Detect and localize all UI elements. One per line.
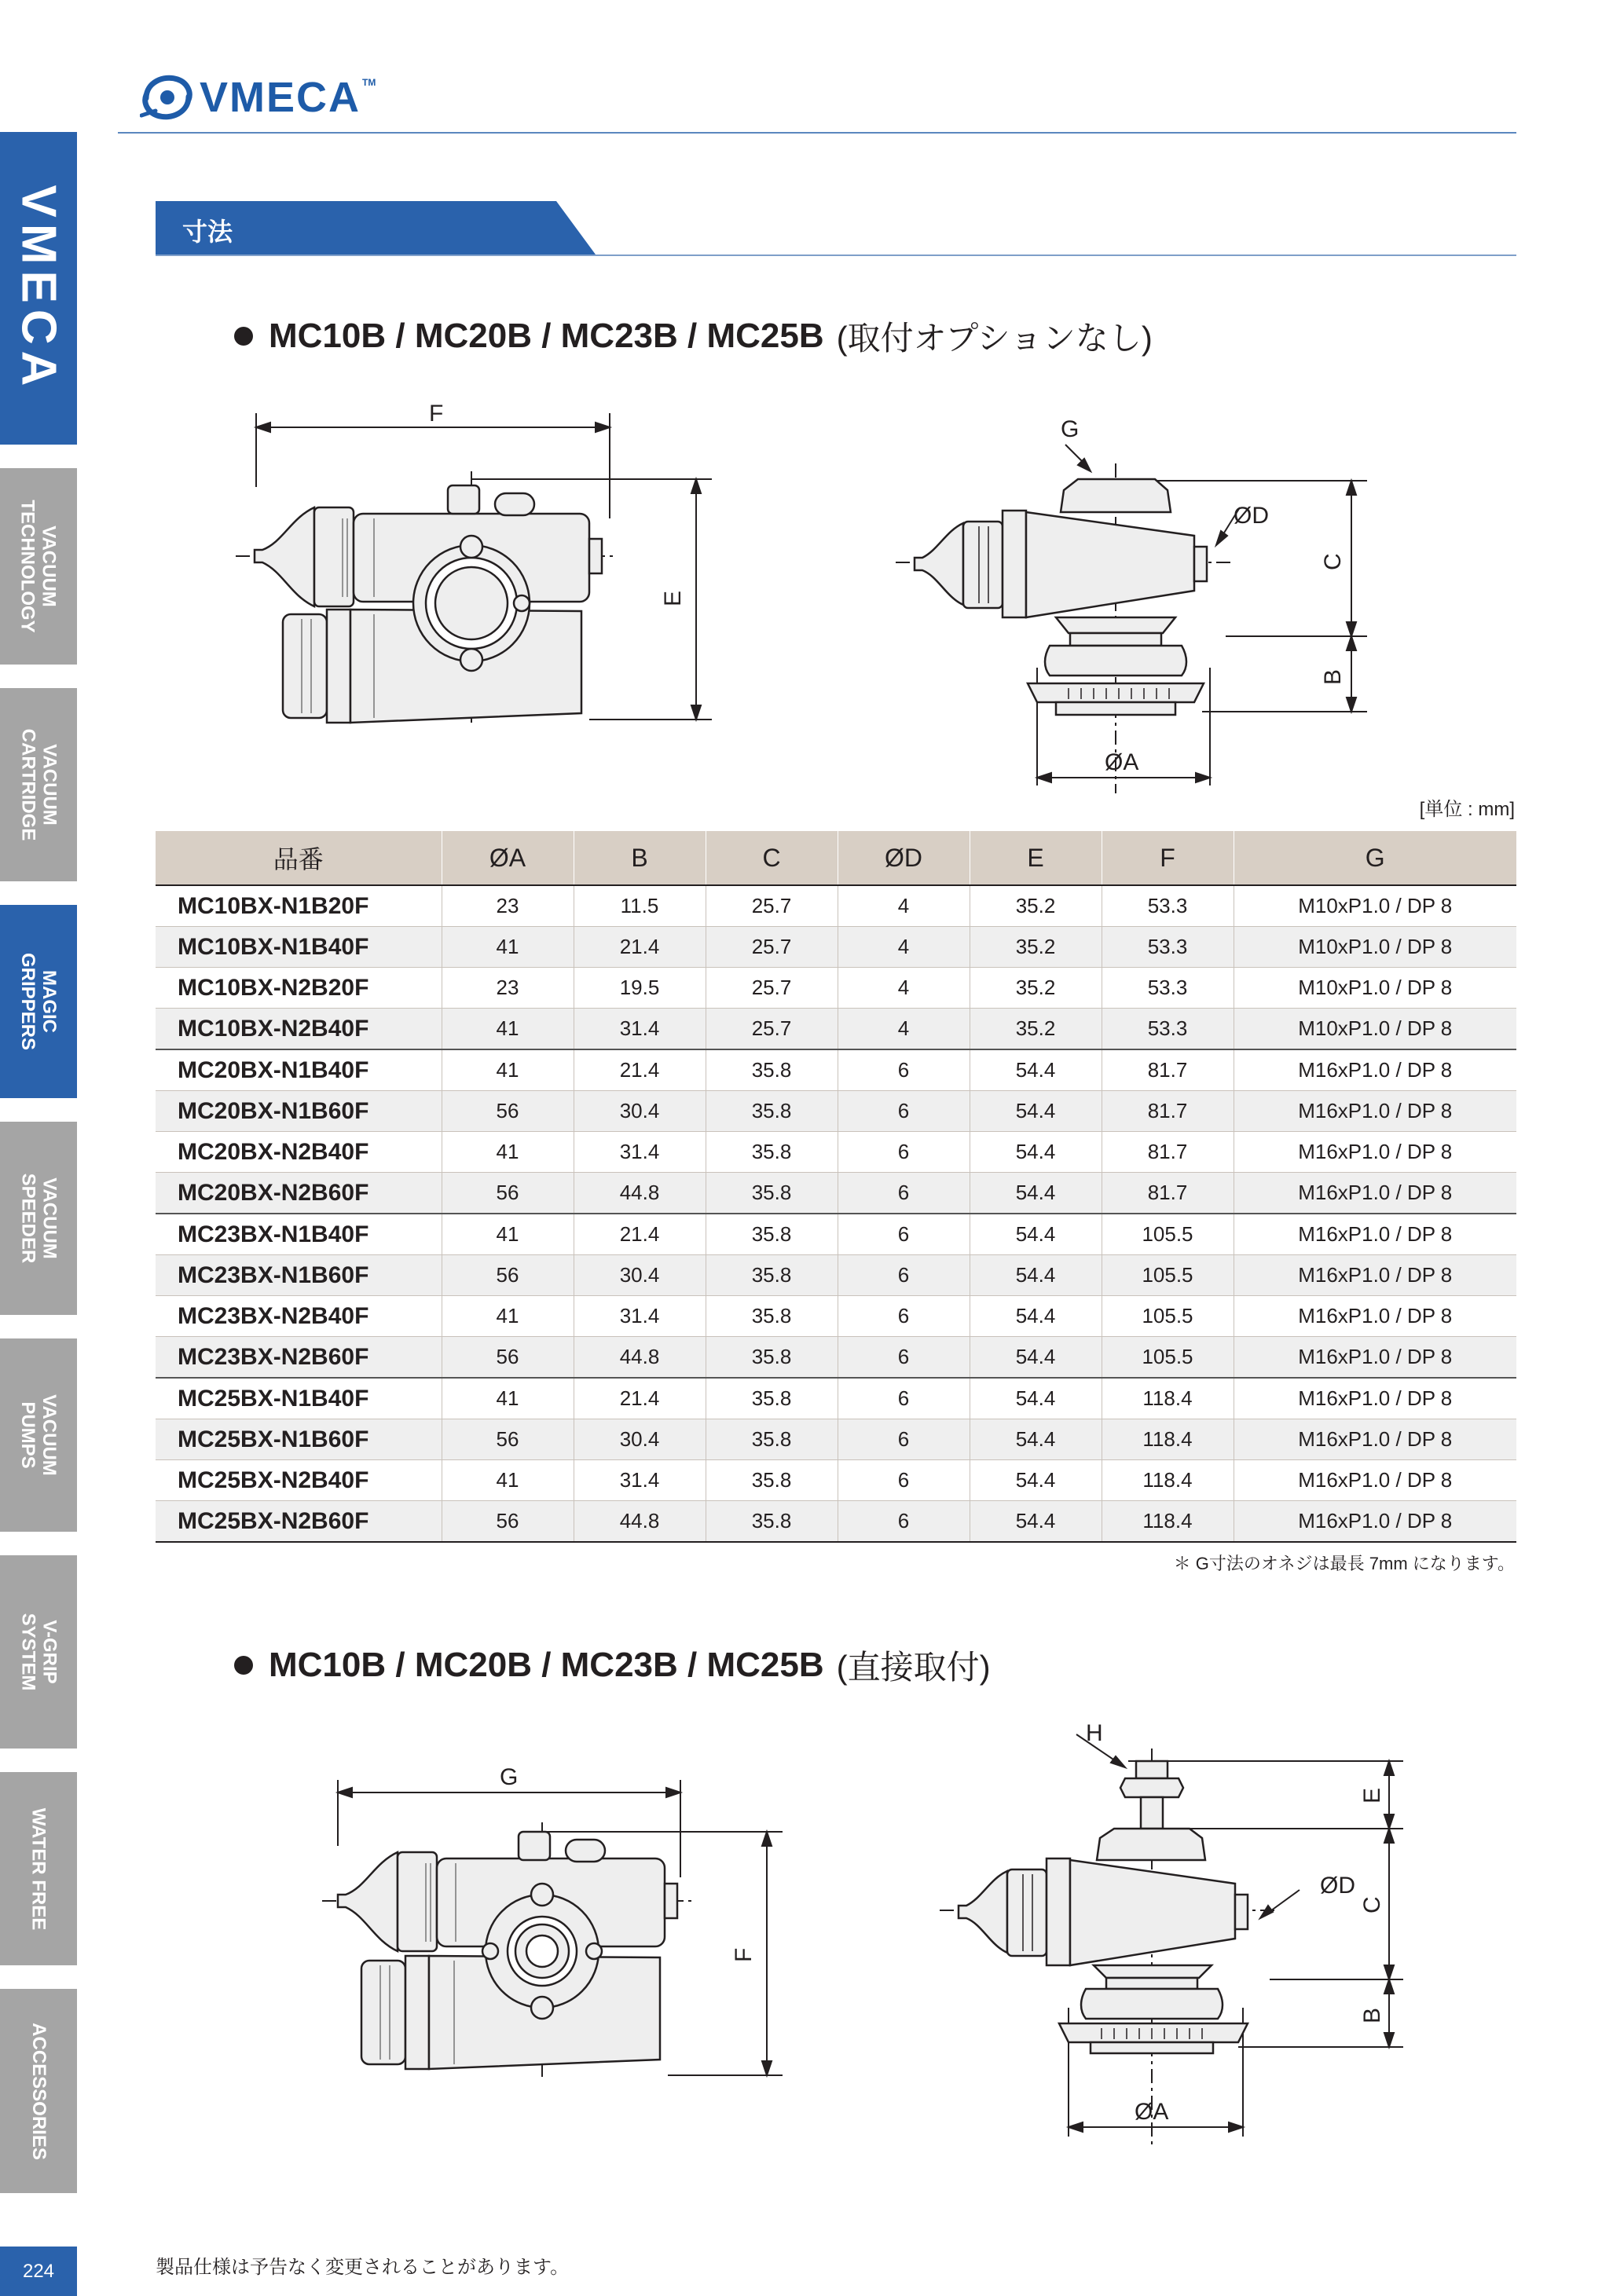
cell-part-no: MC23BX-N1B60F (156, 1255, 442, 1296)
cell-c: 35.8 (706, 1378, 838, 1419)
table-header-row (156, 831, 1516, 885)
table-row (156, 1378, 1516, 1419)
cell-c: 35.8 (706, 1214, 838, 1255)
cell-a: 56 (442, 1091, 574, 1132)
cell-b: 21.4 (574, 927, 706, 968)
cell-b: 21.4 (574, 1214, 706, 1255)
cell-d: 6 (838, 1460, 970, 1501)
cell-d: 6 (838, 1255, 970, 1296)
cell-a: 41 (442, 927, 574, 968)
cell-a: 23 (442, 885, 574, 927)
cell-g: M16xP1.0 / DP 8 (1234, 1049, 1516, 1091)
heading-no-mount-option: MC10B / MC20B / MC23B / MC25B (取付オプションなし) (234, 313, 1153, 360)
table-row (156, 1049, 1516, 1091)
table-row (156, 1132, 1516, 1173)
cell-g: M16xP1.0 / DP 8 (1234, 1378, 1516, 1419)
table-row (156, 1173, 1516, 1214)
cell-g: M16xP1.0 / DP 8 (1234, 1501, 1516, 1543)
table-row (156, 1214, 1516, 1255)
cell-e: 54.4 (970, 1296, 1102, 1337)
table-row (156, 885, 1516, 927)
cell-part-no: MC10BX-N2B40F (156, 1009, 442, 1050)
cell-f: 81.7 (1102, 1132, 1234, 1173)
cell-e: 54.4 (970, 1132, 1102, 1173)
cell-part-no: MC23BX-N2B60F (156, 1337, 442, 1379)
cell-e: 54.4 (970, 1419, 1102, 1460)
side-nav-vacuum-cartridge[interactable]: VACUUM CARTRIDGE (0, 688, 77, 881)
cell-c: 35.8 (706, 1419, 838, 1460)
cell-a: 41 (442, 1460, 574, 1501)
cell-d: 6 (838, 1378, 970, 1419)
cell-e: 54.4 (970, 1214, 1102, 1255)
bullet-icon (234, 1656, 253, 1675)
cell-b: 31.4 (574, 1132, 706, 1173)
cell-f: 118.4 (1102, 1419, 1234, 1460)
cell-g: M16xP1.0 / DP 8 (1234, 1296, 1516, 1337)
cell-e: 35.2 (970, 1009, 1102, 1050)
cell-a: 56 (442, 1255, 574, 1296)
cell-g: M10xP1.0 / DP 8 (1234, 885, 1516, 927)
cell-e: 54.4 (970, 1460, 1102, 1501)
cell-b: 31.4 (574, 1460, 706, 1501)
cell-part-no: MC20BX-N1B40F (156, 1049, 442, 1091)
dim-label-e: E (660, 590, 686, 606)
cell-g: M16xP1.0 / DP 8 (1234, 1091, 1516, 1132)
cell-a: 56 (442, 1501, 574, 1543)
cell-a: 41 (442, 1049, 574, 1091)
dim-label-d: ØD (1320, 1873, 1355, 1899)
cell-g: M16xP1.0 / DP 8 (1234, 1419, 1516, 1460)
page-number: 224 (0, 2247, 77, 2296)
cell-b: 44.8 (574, 1501, 706, 1543)
cell-e: 54.4 (970, 1337, 1102, 1379)
side-nav-v-grip-system[interactable]: V-GRIP SYSTEM (0, 1555, 77, 1749)
cell-b: 11.5 (574, 885, 706, 927)
cell-g: M16xP1.0 / DP 8 (1234, 1255, 1516, 1296)
table-row (156, 1009, 1516, 1050)
diagram-top-view-2 (322, 1760, 794, 2089)
cell-d: 4 (838, 885, 970, 927)
section-title: 寸法 (182, 218, 233, 246)
cell-a: 41 (442, 1378, 574, 1419)
cell-d: 6 (838, 1091, 970, 1132)
side-nav-magic-grippers[interactable]: MAGIC GRIPPERS (0, 905, 77, 1098)
cell-b: 19.5 (574, 968, 706, 1009)
dim-label-e: E (1359, 1787, 1385, 1803)
cell-a: 41 (442, 1132, 574, 1173)
cell-e: 35.2 (970, 885, 1102, 927)
cell-a: 56 (442, 1337, 574, 1379)
cell-d: 6 (838, 1214, 970, 1255)
cell-part-no: MC23BX-N1B40F (156, 1214, 442, 1255)
cell-b: 31.4 (574, 1296, 706, 1337)
side-nav-logo-tab[interactable] (0, 132, 77, 445)
dim-label-a: ØA (1105, 749, 1139, 775)
cell-b: 30.4 (574, 1091, 706, 1132)
cell-f: 118.4 (1102, 1378, 1234, 1419)
cell-e: 54.4 (970, 1501, 1102, 1543)
cell-f: 81.7 (1102, 1173, 1234, 1214)
cell-g: M16xP1.0 / DP 8 (1234, 1173, 1516, 1214)
col-header-f: F (1102, 831, 1234, 885)
cell-e: 54.4 (970, 1255, 1102, 1296)
cell-e: 35.2 (970, 968, 1102, 1009)
cell-part-no: MC23BX-N2B40F (156, 1296, 442, 1337)
brand-logo (140, 66, 376, 129)
cell-c: 25.7 (706, 927, 838, 968)
cell-g: M16xP1.0 / DP 8 (1234, 1460, 1516, 1501)
cell-c: 25.7 (706, 968, 838, 1009)
cell-e: 35.2 (970, 927, 1102, 968)
dim-label-d: ØD (1234, 503, 1269, 529)
cell-d: 6 (838, 1132, 970, 1173)
dim-label-g: G (1061, 416, 1080, 442)
table-footnote: ＊ G寸法のオネジは最長 7mm になります。 (1173, 1554, 1515, 1573)
cell-e: 54.4 (970, 1173, 1102, 1214)
dim-label-c: C (1359, 1896, 1385, 1913)
cell-b: 44.8 (574, 1337, 706, 1379)
cell-a: 56 (442, 1173, 574, 1214)
cell-f: 53.3 (1102, 927, 1234, 968)
cell-a: 41 (442, 1009, 574, 1050)
cell-d: 4 (838, 968, 970, 1009)
cell-d: 4 (838, 927, 970, 968)
cell-f: 105.5 (1102, 1214, 1234, 1255)
cell-c: 35.8 (706, 1296, 838, 1337)
unit-label: [単位 : mm] (1419, 799, 1515, 820)
side-nav-vacuum-pumps[interactable]: VACUUM PUMPS (0, 1338, 77, 1532)
dim-label-c: C (1320, 553, 1346, 570)
brand-name: VMECA (200, 74, 361, 121)
table-row (156, 1337, 1516, 1379)
side-nav-vacuum-technology[interactable]: VACUUM TECHNOLOGY (0, 468, 77, 665)
spec-table (156, 831, 1516, 1543)
table-row (156, 968, 1516, 1009)
diagram-top-view-1 (236, 401, 723, 731)
col-header-g: G (1234, 831, 1516, 885)
cell-a: 23 (442, 968, 574, 1009)
cell-b: 31.4 (574, 1009, 706, 1050)
cell-e: 54.4 (970, 1091, 1102, 1132)
side-nav-water-free[interactable]: WATER FREE (0, 1772, 77, 1965)
cell-c: 35.8 (706, 1049, 838, 1091)
cell-part-no: MC25BX-N2B40F (156, 1460, 442, 1501)
cell-f: 53.3 (1102, 885, 1234, 927)
dim-label-h: H (1086, 1720, 1103, 1746)
cell-d: 6 (838, 1296, 970, 1337)
cell-f: 105.5 (1102, 1296, 1234, 1337)
dim-label-a: ØA (1135, 2099, 1169, 2125)
cell-e: 54.4 (970, 1049, 1102, 1091)
cell-part-no: MC20BX-N2B40F (156, 1132, 442, 1173)
col-header-part-no: 品番 (156, 831, 442, 885)
table-row (156, 927, 1516, 968)
cell-c: 35.8 (706, 1337, 838, 1379)
cell-d: 6 (838, 1173, 970, 1214)
section-rule (156, 255, 1516, 256)
cell-d: 6 (838, 1337, 970, 1379)
cell-c: 35.8 (706, 1091, 838, 1132)
cell-b: 44.8 (574, 1173, 706, 1214)
table-row (156, 1501, 1516, 1543)
cell-f: 53.3 (1102, 1009, 1234, 1050)
cell-part-no: MC10BX-N1B40F (156, 927, 442, 968)
cell-c: 35.8 (706, 1173, 838, 1214)
cell-b: 30.4 (574, 1255, 706, 1296)
cell-d: 6 (838, 1501, 970, 1543)
cell-c: 35.8 (706, 1255, 838, 1296)
side-nav-vacuum-speeder[interactable]: VACUUM SPEEDER (0, 1122, 77, 1315)
cell-a: 41 (442, 1296, 574, 1337)
col-header-b: B (574, 831, 706, 885)
cell-b: 30.4 (574, 1419, 706, 1460)
footer-disclaimer: 製品仕様は予告なく変更されることがあります。 (156, 2257, 570, 2278)
cell-part-no: MC10BX-N2B20F (156, 968, 442, 1009)
col-header-d: ØD (838, 831, 970, 885)
cell-part-no: MC25BX-N2B60F (156, 1501, 442, 1543)
diagram-side-view-1 (896, 408, 1367, 793)
cell-d: 4 (838, 1009, 970, 1050)
cell-f: 118.4 (1102, 1501, 1234, 1543)
cell-d: 6 (838, 1419, 970, 1460)
cell-g: M16xP1.0 / DP 8 (1234, 1214, 1516, 1255)
cell-f: 81.7 (1102, 1049, 1234, 1091)
dim-label-b: B (1359, 2007, 1385, 2023)
col-header-a: ØA (442, 831, 574, 885)
cell-part-no: MC25BX-N1B40F (156, 1378, 442, 1419)
cell-c: 35.8 (706, 1501, 838, 1543)
trademark-mark: TM (362, 77, 376, 88)
cell-part-no: MC25BX-N1B60F (156, 1419, 442, 1460)
brand-emblem-icon (140, 71, 195, 123)
cell-f: 81.7 (1102, 1091, 1234, 1132)
col-header-e: E (970, 831, 1102, 885)
cell-part-no: MC10BX-N1B20F (156, 885, 442, 927)
table-row (156, 1296, 1516, 1337)
cell-c: 35.8 (706, 1132, 838, 1173)
dim-label-g: G (500, 1764, 519, 1790)
side-nav-logo: VMECA (11, 185, 66, 392)
cell-a: 41 (442, 1214, 574, 1255)
cell-c: 25.7 (706, 885, 838, 927)
cell-g: M10xP1.0 / DP 8 (1234, 968, 1516, 1009)
header-rule (118, 132, 1516, 134)
cell-e: 54.4 (970, 1378, 1102, 1419)
col-header-c: C (706, 831, 838, 885)
side-nav-accessories[interactable]: ACCESSORIES (0, 1989, 77, 2193)
cell-c: 35.8 (706, 1460, 838, 1501)
dim-label-b: B (1320, 668, 1346, 685)
cell-f: 118.4 (1102, 1460, 1234, 1501)
cell-b: 21.4 (574, 1378, 706, 1419)
cell-b: 21.4 (574, 1049, 706, 1091)
cell-a: 56 (442, 1419, 574, 1460)
dim-label-f: F (429, 401, 444, 427)
cell-g: M10xP1.0 / DP 8 (1234, 927, 1516, 968)
cell-c: 25.7 (706, 1009, 838, 1050)
cell-f: 53.3 (1102, 968, 1234, 1009)
table-row (156, 1091, 1516, 1132)
dim-label-f: F (731, 1947, 757, 1962)
cell-g: M16xP1.0 / DP 8 (1234, 1337, 1516, 1379)
diagram-side-view-2 (940, 1709, 1411, 2149)
cell-part-no: MC20BX-N1B60F (156, 1091, 442, 1132)
table-row (156, 1255, 1516, 1296)
cell-f: 105.5 (1102, 1337, 1234, 1379)
cell-d: 6 (838, 1049, 970, 1091)
table-row (156, 1460, 1516, 1501)
cell-g: M16xP1.0 / DP 8 (1234, 1132, 1516, 1173)
cell-g: M10xP1.0 / DP 8 (1234, 1009, 1516, 1050)
heading-direct-mount: MC10B / MC20B / MC23B / MC25B (直接取付) (234, 1642, 991, 1689)
cell-f: 105.5 (1102, 1255, 1234, 1296)
bullet-icon (234, 327, 253, 346)
cell-part-no: MC20BX-N2B60F (156, 1173, 442, 1214)
table-row (156, 1419, 1516, 1460)
